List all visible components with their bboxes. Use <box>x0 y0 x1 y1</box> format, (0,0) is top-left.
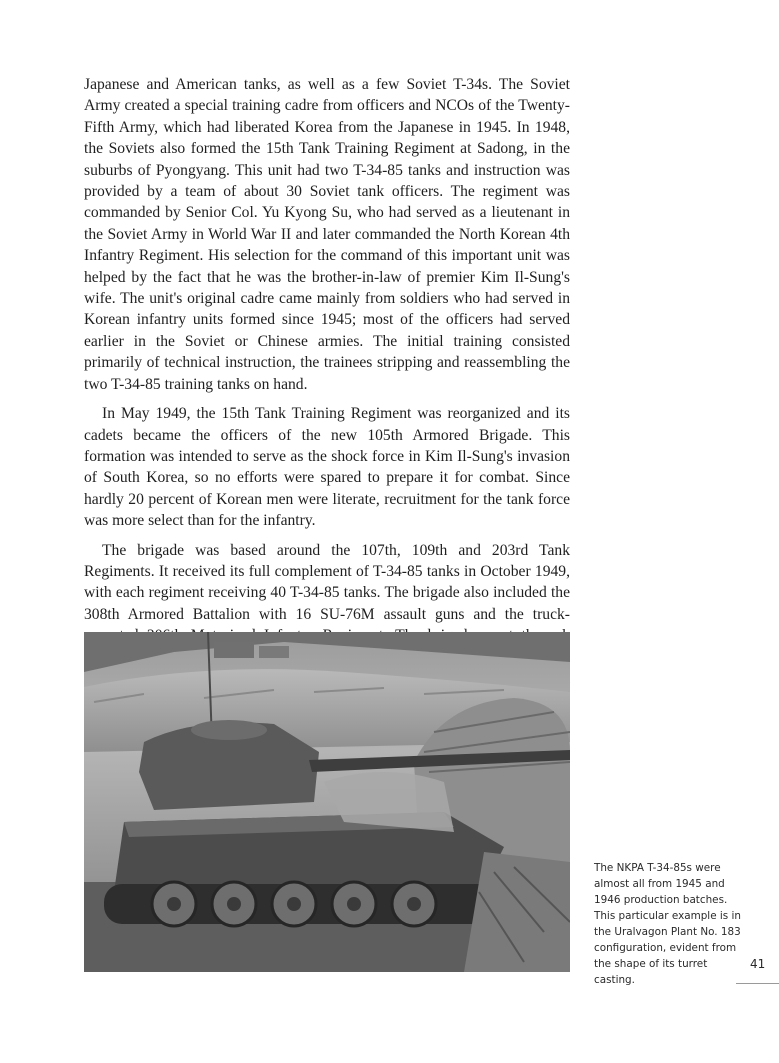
paragraph-1: Japanese and American tanks, as well as a few Soviet T-34s. The Soviet Army created a special training cadre from officers and NCOs of the Twenty-Fifth Army, which had liberated Korea from the Japanese in 1945. In 1948, the Soviets also formed the 15th Tank Training Regiment at Sadong, in the suburbs of Pyongyang. This unit had two T-34-85 tanks and instruction was provided by a team of about 30 Soviet tank officers. The regiment was commanded by Senior Col. Yu Kyong Su, who had served as a lieutenant in the Soviet Army in World War II and later commanded the North Korean 4th Infantry Regiment. His selection for the command of this important unit was helped by the fact that he was the brother-in-law of premier Kim Il-Sung's wife. The unit's original cadre came mainly from soldiers who had served in Korean infantry units formed since 1945; most of the officers had served earlier in the Soviet or Chinese armies. The initial training consisted primarily of technical instruction, the trainees stripping and reassembling the two T-34-85 training tanks on hand. <box>84 76 570 393</box>
paragraph-3: The brigade was based around the 107th, 109th and 203rd Tank Regiments. It received its full complement of T-34-85 tanks in October 1949, with each regiment receiving 40 T-34-85 tanks. The brigade also included the 308th Armored Battalion with 16 SU-76M assault guns and the truck- <box>84 541 570 623</box>
tank-photo-illustration <box>84 632 570 972</box>
page-number: 41 <box>750 957 766 971</box>
page-number-rule <box>736 983 779 984</box>
paragraph-2: In May 1949, the 15th Tank Training Regiment was reorganized and its cadets became the officers of the new 105th Armored Brigade. This formation was intended to serve as the shock force in Kim Il-Sung's invasion of South Korea, so no efforts were spared to prepare it for combat. Since hardly 20 percent of Korean men were literate, recruitment for the tank force was more select than for the infantry. <box>84 405 570 530</box>
photo-caption: The NKPA T-34-85s were almost all from 1945 and 1946 production batches. This particular example is in the Uralvagon Plant No. 183 configuration, evident from the shape of its turret casting. <box>594 862 741 986</box>
tank-photo <box>84 632 570 972</box>
